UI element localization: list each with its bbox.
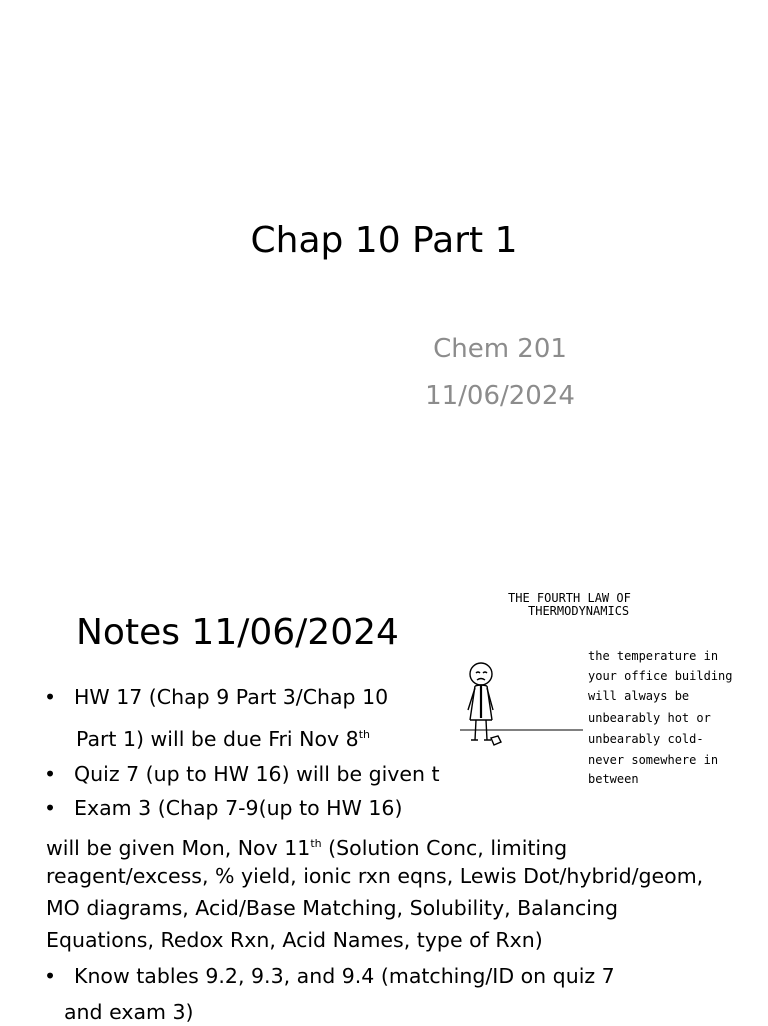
hw-line-1: HW 17 (Chap 9 Part 3/Chap 10 (74, 685, 389, 709)
exam-line-2-sup: th (310, 837, 322, 850)
slide-date: 11/06/2024 (425, 381, 575, 411)
tables-line-1: Know tables 9.2, 9.3, and 9.4 (matching/ID on quiz 7 (74, 964, 615, 988)
comic-header-line-1: THE FOURTH LAW OF (508, 591, 631, 605)
course-name: Chem 201 (433, 334, 567, 364)
comic-caption-line: unbearably hot or (588, 711, 711, 725)
hw-line-2-text: Part 1) will be due Fri Nov 8 (76, 727, 359, 751)
thermodynamics-comic (448, 584, 760, 800)
comic-caption-line: unbearably cold- (588, 732, 704, 746)
tables-line-2: and exam 3) (64, 1000, 194, 1024)
quiz-line: Quiz 7 (up to HW 16) will be given t (74, 762, 440, 786)
slide-title: Chap 10 Part 1 (250, 220, 518, 261)
hw-line-2-sup: th (358, 728, 370, 741)
comic-caption-line: never somewhere in (588, 753, 719, 767)
comic-caption-line: the temperature in (588, 649, 719, 663)
exam-line-2 (46, 830, 567, 862)
stick-figure-icon (460, 663, 583, 745)
comic-caption (588, 649, 733, 786)
exam-line-2-b: (Solution Conc, limiting (321, 836, 568, 860)
exam-line-4: MO diagrams, Acid/Base Matching, Solubility, Balancing (46, 896, 618, 920)
comic-caption-line: will always be (588, 689, 690, 703)
bullet-marker: • (44, 762, 57, 786)
hw-line-2 (76, 721, 370, 753)
bullet-marker: • (44, 796, 57, 820)
exam-line-5: Equations, Redox Rxn, Acid Names, type of Rxn) (46, 928, 543, 952)
exam-line-1: Exam 3 (Chap 7-9(up to HW 16) (74, 796, 403, 820)
comic-header-line-2: THERMODYNAMICS (528, 604, 630, 618)
exam-line-3: reagent/excess, % yield, ionic rxn eqns, Lewis Dot/hybrid/geom, (46, 864, 704, 888)
notes-title: Notes 11/06/2024 (76, 612, 399, 653)
exam-line-2-a: will be given Mon, Nov 11 (46, 836, 311, 860)
bullet-marker: • (44, 964, 57, 988)
bullet-marker: • (44, 685, 57, 709)
comic-caption-line: your office building (588, 669, 733, 683)
slide-subtitle (380, 326, 620, 420)
comic-caption-line: between (588, 772, 639, 786)
